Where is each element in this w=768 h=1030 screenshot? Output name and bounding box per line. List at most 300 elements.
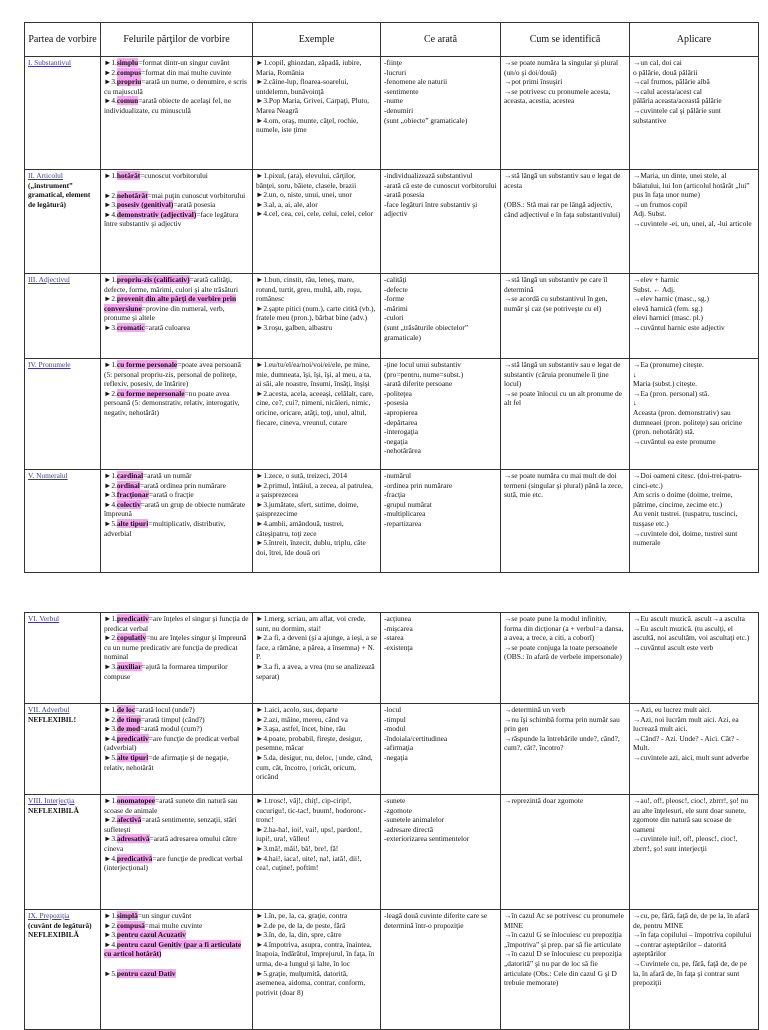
- apply-line: →cuvintele doi, doime, tustrei sunt numerale: [633, 528, 738, 548]
- examples-line: ►2.şapte pitici (num.), carte citită (vb.), fratele meu (pron.), bărbat bine (adv.): [256, 303, 376, 323]
- shows-line: -arată că este de cunoscut vorbitorului: [384, 180, 497, 190]
- examples-line: ►1.copil, ghiozdan, zăpadă, iubire, Maria, România: [256, 58, 362, 77]
- types-line: ►3.propriu=arată un nume, o denumire, e scris cu majusculă: [104, 77, 247, 96]
- identify-line: →în cazul D se înlocuiesc cu prepoziţia „datorită” şi nu par de loc să fie articulate (Obs.: Cele din cazul G şi D trebuie memorate): [504, 949, 622, 988]
- type-name-highlight: auxiliar: [116, 661, 142, 671]
- identify-line: →stă lângă un substantiv sau e legat de acesta: [504, 171, 621, 190]
- apply-line: o pălărie, două pălării: [633, 67, 698, 77]
- examples-line: ►5.întreit, înzecit, dublu, triplu, câte doi, îtrei, îde două ori: [256, 538, 366, 557]
- shows-line: -denumiri: [384, 105, 414, 115]
- shows-cell: [381, 704, 501, 795]
- type-name-highlight: cu forme personale: [116, 360, 178, 369]
- header-apply: Aplicare: [630, 23, 759, 57]
- shows-line: -mişcarea: [384, 623, 413, 633]
- apply-line: Au venit tustrei. (tuspatru, tuscinci, tusşase etc.): [633, 509, 738, 528]
- apply-line: →elev harnic (masc., sg.): [633, 294, 709, 304]
- types-cell: [101, 910, 253, 1030]
- type-name-highlight: fracţionar: [116, 490, 149, 500]
- part-of-speech-cell: [25, 170, 101, 274]
- apply-line: →cal frumos, pălărie albă: [633, 77, 710, 87]
- part-of-speech-label: V. Numeralul: [28, 471, 68, 480]
- types-line: ►1.simplă=un singur cuvânt: [104, 911, 192, 920]
- apply-line: →cuvintele -ei, un, unei, al, -lui articole: [633, 218, 752, 228]
- examples-line: ►5.graţie, mulţumită, datorită, asemenea, aidoma, contrar, conform, potrivit (doar 8): [256, 968, 366, 997]
- examples-cell: [253, 470, 381, 573]
- table-1-body: [25, 57, 759, 573]
- identify-line: →se potrivesc cu pronumele acesta, aceasta, acestia, acestea: [504, 86, 611, 106]
- types-line: ►3.auxiliar=ajută la formarea timpurilor compuse: [104, 661, 228, 681]
- parts-of-speech-table-1: [24, 22, 759, 573]
- header-types: Felurile părţilor de vorbire: [101, 23, 253, 57]
- shows-line: -fiinţe: [384, 58, 403, 67]
- apply-line: →au!, of!, pleosc!, cioc!, zbrrr!, şo! nu au alte înţelesuri, ele sunt doar sunete, zgomote din natură sau scoase de oameni: [633, 796, 749, 834]
- examples-line: ►2.acesta, acela, aceeaşi, celălalt, care, cine, ce?, cui?, nimeni, nicăieri, nimic, oricine, oricare, atâţi, toţi, unul, altul, fiecare, cineva, vreunul, cutare: [256, 388, 374, 427]
- table-row: [25, 470, 759, 573]
- types-line: ►2.copulativ=nu are înţeles singur şi împreună cu un nume predicativ are funcţia de predicat nominal: [104, 633, 247, 662]
- identify-cell: [501, 170, 630, 274]
- examples-line: ►1.trosc!, văj!, chiţ!, cip-cirip!, cucurigu!, tic-tac!, buum!, hodoronc-tronc!: [256, 796, 366, 825]
- shows-line: -apropierea: [384, 407, 418, 417]
- shows-line: -lucruri: [384, 67, 407, 77]
- shows-cell: [381, 274, 501, 359]
- apply-line: →Când? - Azi. Unde? - Aici. Cât? - Mult.: [633, 733, 739, 753]
- shows-line: -ţine locul unui substantiv (pro=pentru, nume=subst.): [384, 360, 464, 379]
- examples-line: ►4.poate, probabil, fireşte, desigur, pesemne, măcar: [256, 733, 363, 753]
- shows-line: -culori: [384, 313, 404, 323]
- examples-cell: [253, 910, 381, 1030]
- table-2-body: [25, 613, 759, 1030]
- examples-line: ►3.în, de, la, din, spre, către: [256, 930, 342, 940]
- shows-line: -nume: [384, 96, 403, 106]
- examples-line: ►3.roşu, galben, albastru: [256, 322, 333, 332]
- shows-line: -sentimente: [384, 86, 419, 96]
- types-line: ►2.compus=format din mai multe cuvinte: [104, 67, 232, 77]
- apply-line: →Doi oameni citesc. (doi-trei-patru-cinci-etc.): [633, 471, 742, 490]
- types-line: ►1.cardinal=arată un număr: [104, 471, 192, 480]
- table-row: [25, 795, 759, 910]
- apply-line: →cuvintele iui!, of!, pleosc!, cioc!, zbrrr!, şo! sunt interjecţii: [633, 834, 738, 853]
- apply-cell: [630, 57, 759, 170]
- type-name-highlight: nehotărât: [116, 190, 148, 200]
- shows-line: -fracţia: [384, 490, 406, 500]
- type-name-highlight: adresativă: [116, 834, 150, 844]
- apply-cell: [630, 470, 759, 573]
- shows-cell: [381, 57, 501, 170]
- examples-cell: [253, 274, 381, 359]
- types-line: ►5.pentru cazul Dativ: [104, 968, 176, 978]
- apply-cell: [630, 795, 759, 910]
- apply-line: →Ea (pronume) citeşte.: [633, 360, 704, 369]
- part-of-speech-note: (cuvânt de legătură) NEFLEXIBILĂ: [28, 920, 92, 940]
- types-line: ►2.ordinal=arată ordinea prin numărare: [104, 480, 226, 490]
- spacer: [104, 181, 249, 191]
- shows-line: -numărul: [384, 471, 412, 480]
- types-line: ►4.colectiv=arată un grup de obiecte numărate împreună: [104, 499, 246, 519]
- shows-line: -repartizarea: [384, 518, 422, 528]
- shows-line: -starea: [384, 633, 404, 643]
- part-of-speech-cell: [25, 910, 101, 1030]
- part-of-speech-label: VII. Adverbul: [28, 705, 70, 714]
- type-name-highlight: alte tipuri: [116, 752, 149, 762]
- examples-line: ►2.ha-ha!, ioi!, vai!, ups!, pardon!, iupi!, ura!, vălleu!: [256, 824, 362, 844]
- examples-line: ►3.mă!, măi!, bă!, bre!, fă!: [256, 843, 339, 853]
- shows-line: (sunt „obiecte” gramaticale): [384, 115, 468, 125]
- type-name-highlight: cromatic: [116, 322, 145, 332]
- identify-line: (OBS.: Stă mai rar pe lângă adjectiv, când adjectivul e în faţa substantivului): [504, 200, 621, 219]
- table-row: [25, 910, 759, 1030]
- part-of-speech-cell: [25, 704, 101, 795]
- identify-line: →pot primi însuşiri: [504, 77, 563, 87]
- examples-line: ►4.hai!, iaca!, uite!, na!, iată!, dii!, cea!, cuţine!, poftim!: [256, 853, 362, 873]
- apply-line: Adj. Subst.: [633, 209, 667, 219]
- types-cell: [101, 359, 253, 470]
- examples-line: ►5.da, desigur, nu, deloc, | unde, când, cum, cât, încotro, | oricât, oricum, oricând: [256, 752, 373, 782]
- examples-line: ►2.de pe, de la, de peste, fără: [256, 920, 346, 930]
- type-name-highlight: afectivă: [116, 815, 142, 825]
- examples-line: ►1.bun, cinstit, rău, leneş, mare, rotund, turtit, greu, multă, alb, roşu, românesc: [256, 275, 362, 304]
- examples-line: ►1.aici, acolo, sus, departe: [256, 705, 338, 714]
- examples-line: ►2.a fi, a deveni (şi a ajunge, a ieşi, a se face, a rămâne, a părea, a însemna) + N. P.: [256, 633, 378, 662]
- identify-cell: [501, 470, 630, 573]
- apply-line: pălăria aceasta/această pălărie: [633, 96, 722, 106]
- identify-line: →determină un verb: [504, 705, 566, 714]
- shows-line: -depărtarea: [384, 417, 418, 427]
- type-name-highlight: de timp: [116, 714, 141, 724]
- shows-line: -mărimi: [384, 303, 408, 313]
- types-cell: [101, 470, 253, 573]
- type-name-highlight: predicativă: [116, 853, 153, 863]
- types-line: ►2.compusă=mai multe cuvinte: [104, 920, 203, 930]
- types-cell: [101, 170, 253, 274]
- identify-cell: [501, 704, 630, 795]
- apply-line: →Eu ascult muzică. ascult→a asculta: [633, 614, 745, 623]
- part-of-speech-note: („instrument” gramatical, element de legătură): [28, 180, 91, 209]
- shows-line: -grupul numărat: [384, 499, 432, 509]
- examples-line: ►1.în, pe, la, ca, graţie, contra: [256, 911, 348, 920]
- header-shows: Ce arată: [381, 23, 501, 57]
- table-row: [25, 359, 759, 470]
- type-name-highlight: comun: [116, 96, 139, 106]
- apply-line: →Maria, un dinte, unei stele, al băiatului, lui Ion (articolul hotărât „lui” pus în faţa unor nume): [633, 171, 750, 200]
- shows-line: -politeţea: [384, 388, 412, 398]
- shows-line: -nehotărârea: [384, 446, 421, 456]
- examples-line: ►2.un, o, niste, unui, unei, unor: [256, 190, 352, 200]
- shows-line: -interogaţia: [384, 427, 419, 437]
- examples-line: ►1.zece, o sută, treizeci, 2014: [256, 471, 348, 480]
- identify-line: →se acordă cu substantivul în gen, număr şi caz (se potriveşte cu el): [504, 294, 608, 313]
- type-name-highlight: posesiv (genitival): [116, 200, 174, 210]
- apply-line: elevi harnici (masc. pl.): [633, 313, 703, 323]
- examples-line: ►4.împotriva, asupra, contra, înaintea, înapoia, îndărătul, împrejurul, în faţa, în urma, de-a lungul şi lalte, în loc: [256, 939, 375, 968]
- shows-cell: [381, 795, 501, 910]
- apply-line: ↓: [633, 398, 637, 408]
- types-cell: [101, 274, 253, 359]
- identify-line: →se poate înlocui cu un alt pronume de alt fel: [504, 388, 623, 408]
- identify-line: →în cazul Ac se potrivesc cu pronumele MINE: [504, 911, 624, 930]
- examples-line: ►2.azi, mâine, mereu, când va: [256, 714, 348, 724]
- types-line: ►5.alte tipuri=de afirmaţie şi de negaţie, relativ, nehotărât: [104, 752, 229, 772]
- apply-line: Aceasta (pron. demonstrativ) sau dumneaei (pron. politeţe) sau oricine (pron. nehotărât) stă.: [633, 407, 742, 437]
- shows-line: -negaţia: [384, 752, 408, 762]
- types-line: ►2.de timp=arată timpul (când?): [104, 714, 205, 724]
- types-line: ►1.simplu=format dintr-un singur cuvânt: [104, 58, 230, 67]
- shows-line: -forme: [384, 294, 405, 304]
- types-line: ►2.nehotărât=mai puţin cunoscut vorbitorului: [104, 190, 246, 200]
- apply-line: ↓: [633, 369, 637, 379]
- type-name-highlight: colectiv: [116, 499, 141, 509]
- apply-cell: [630, 274, 759, 359]
- shows-line: -defecte: [384, 284, 408, 294]
- shows-line: -modul: [384, 724, 406, 734]
- apply-line: Maria (subst.) citeşte.: [633, 379, 698, 389]
- types-line: ►4.predicativ=are funcţie de predicat verbal (adverbial): [104, 733, 240, 753]
- table-row: [25, 57, 759, 170]
- apply-line: →cuvintele azi, aici, mult sunt adverbe: [633, 752, 749, 762]
- types-line: ►1.predicativ=are înţeles el singur şi funcţia de predicat verbal: [104, 614, 249, 633]
- shows-line: -calităţi: [384, 275, 407, 284]
- types-cell: [101, 704, 253, 795]
- spacer: [504, 190, 626, 200]
- type-name-highlight: onomatopee: [116, 796, 156, 805]
- identify-line: →răspunde la întrebările unde?, când?, cum?, cât?, încotro?: [504, 733, 620, 753]
- types-line: ►1.cu forme personale=poate avea persoană (5: personal propriu-zis, personal de politeţe, reflexiv, posesiv, de întărire): [104, 360, 241, 389]
- apply-line: →contrar aşteptărilor – datorită aşteptărilor: [633, 939, 727, 959]
- identify-line: →stă lângă un substantiv sau e legat de substantiv (căruia pronumele îi ţine locul): [504, 360, 621, 389]
- examples-cell: [253, 359, 381, 470]
- apply-line: →Eu ascult muzică. (tu asculţi, el ascultă, noi ascultăm, voi ascultaţi etc.): [633, 623, 750, 643]
- identify-cell: [501, 910, 630, 1030]
- spacer: [104, 959, 249, 969]
- shows-line: (sunt „trăsăturile obiectelor” gramaticale): [384, 322, 469, 342]
- shows-line: -arată posesia: [384, 190, 425, 200]
- examples-line: ►3.al, a, ai, ale, alor: [256, 199, 318, 209]
- type-name-highlight: copulativ: [116, 633, 147, 643]
- table-row: [25, 170, 759, 274]
- apply-line: →în faţa copilului – împotriva copilului: [633, 930, 752, 940]
- shows-line: -multiplicarea: [384, 509, 426, 519]
- apply-cell: [630, 910, 759, 1030]
- examples-line: ►1.eu/tu/el/ea/noi/voi/ei/ele, pe mine, mie, dumneata, îşi, îşi, îşi, al meu, a ta, ai săi, ale noastre, însumi, însăţi, înşişi: [256, 360, 372, 389]
- part-of-speech-note: NEFLEXIBILĂ: [28, 805, 79, 815]
- apply-cell: [630, 613, 759, 704]
- header-part: Partea de vorbire: [25, 23, 101, 57]
- apply-line: elevă harnică (fem. sg.): [633, 303, 703, 313]
- type-name-highlight: de loc: [116, 705, 136, 714]
- part-of-speech-label: VIII. Interjecţia: [28, 796, 75, 805]
- examples-line: ►1.merg, scriau, am aflat, voi crede, sunt, nu dormim, stai!: [256, 614, 366, 633]
- apply-line: →cuvântul harnic este adjectiv: [633, 322, 725, 332]
- apply-line: →cuvintele cal şi pălărie sunt substantive: [633, 105, 721, 125]
- type-name-highlight: compus: [116, 67, 142, 77]
- shows-line: -sunetele animalelor: [384, 815, 445, 825]
- apply-line: →Cuvintele cu, pe, fără, faţă de, de pe la, în afară de, în faţa şi contrar sunt prepoziţii: [633, 958, 747, 988]
- shows-line: -leagă două cuvinte diferite care se determină într-o propoziţie: [384, 911, 488, 930]
- type-name-highlight: pentru cazul Dativ: [116, 968, 176, 978]
- identify-cell: [501, 795, 630, 910]
- type-name-highlight: de mod: [116, 724, 141, 734]
- shows-line: -posesia: [384, 398, 409, 408]
- apply-cell: [630, 704, 759, 795]
- apply-line: →Azi, eu lucrez mult aici.: [633, 705, 712, 714]
- identify-cell: [501, 613, 630, 704]
- types-line: ►2.cu forme nepersonale=nu poate avea persoană (5: demonstrativ, relativ, interogativ, negativ, nehotărât): [104, 388, 240, 417]
- types-line: ►4.demonstrativ (adjectival)=face legătura între substantiv şi adjectiv: [104, 209, 239, 229]
- shows-line: -exteriorizarea sentimentelor: [384, 834, 470, 844]
- examples-line: ►4.om, oraş, munte, câţel, rochie, numele, iste ţime: [256, 115, 359, 135]
- type-name-highlight: cu forme nepersonale: [116, 388, 185, 398]
- examples-line: ►4.cel, cea, cei, cele, celui, celei, celor: [256, 209, 374, 219]
- shows-cell: [381, 470, 501, 573]
- apply-line: →un frumos copil: [633, 199, 688, 209]
- types-line: ►4.predicativă=are funcţie de predicat verbal (interjecţional): [104, 853, 243, 873]
- examples-line: ►3.a fi, a avea, a vrea (nu se analizează separat): [256, 661, 375, 681]
- identify-cell: [501, 359, 630, 470]
- identify-cell: [501, 274, 630, 359]
- identify-line: →se poate conjuga la toate persoanele (OBS.: în afară de verbele impersonale): [504, 642, 622, 662]
- type-name-highlight: cardinal: [116, 471, 144, 480]
- shows-cell: [381, 359, 501, 470]
- shows-cell: [381, 910, 501, 1030]
- part-of-speech-cell: [25, 359, 101, 470]
- type-name-highlight: pentru cazul Genitiv (par a fi articulate cu articol hotărât): [104, 939, 242, 959]
- type-name-highlight: simplu: [116, 58, 139, 67]
- apply-line: →calul acesta/acest cal: [633, 86, 702, 96]
- shows-line: -face legături între substantiv şi adjectiv: [384, 199, 478, 219]
- parts-of-speech-table-2: [24, 612, 759, 1030]
- type-name-highlight: pentru cazul Acuzativ: [116, 930, 186, 940]
- identify-line: →se poate număra la singular şi plural (un/o şi doi/două): [504, 58, 619, 77]
- apply-line: →Azi, noi lucrăm mult aici. Azi, ea lucrează mult aici.: [633, 714, 739, 734]
- part-of-speech-label: II. Articolul: [28, 171, 63, 180]
- examples-cell: [253, 795, 381, 910]
- shows-line: -existenţa: [384, 642, 413, 652]
- type-name-highlight: hotărât: [116, 171, 141, 180]
- shows-line: -adresare directă: [384, 824, 434, 834]
- apply-cell: [630, 359, 759, 470]
- type-name-highlight: compusă: [116, 920, 145, 930]
- types-line: ►5.alte tipuri=multiplicativ, distributiv, adverbial: [104, 518, 226, 538]
- shows-line: -acţiunea: [384, 614, 412, 623]
- examples-line: ►3.jumătate, sfert, sutime, doime, şaisprezecime: [256, 499, 359, 519]
- type-name-highlight: predicativ: [116, 733, 149, 743]
- identify-line: →nu îşi schimbă forma prin număr sau prin gen: [504, 714, 620, 734]
- types-line: ►1.propriu-zis (calificativ)=arată calităţi, defecte, forme, mărimi, culori şi alte trăsături: [104, 275, 239, 294]
- types-line: ►2.provenit din alte părţi de vorbire prin conversiune=provine din numeral, verb, pronume şi altele: [104, 294, 237, 323]
- table-row: [25, 704, 759, 795]
- types-line: ►3.fracţionar=arată o fracţie: [104, 490, 194, 500]
- part-of-speech-label: IV. Pronumele: [28, 360, 71, 369]
- types-line: ►2.afectivă=arată sentimente, senzaţii, stări sufleteşti: [104, 815, 237, 834]
- apply-line: →un cal, doi cai: [633, 58, 682, 67]
- examples-line: ►2.câine-lup, floarea-soarelui, untdelemn, bunăvoinţă: [256, 77, 349, 96]
- type-name-highlight: propriu: [116, 77, 142, 87]
- header-examples: Exemple: [253, 23, 381, 57]
- part-of-speech-note: NEFLEXIBIL!: [28, 714, 77, 724]
- table-row: [25, 613, 759, 704]
- part-of-speech-cell: [25, 795, 101, 910]
- shows-line: -ordinea prin numărare: [384, 480, 453, 490]
- type-name-highlight: alte tipuri: [116, 518, 149, 528]
- types-cell: [101, 57, 253, 170]
- part-of-speech-cell: [25, 274, 101, 359]
- apply-cell: [630, 170, 759, 274]
- examples-line: ►3.aşa, astfel, încet, bine, rău: [256, 724, 346, 734]
- shows-cell: [381, 613, 501, 704]
- examples-line: ►2.primul, întâiul, a zecea, al patrulea, a şaisprezecea: [256, 480, 373, 500]
- apply-line: Subst. ← Adj.: [633, 284, 675, 294]
- examples-line: ►3.Pop Maria, Grivei, Carpaţi, Pluto, Marea Neagră: [256, 96, 370, 115]
- shows-line: -îndoiala/certitudinea: [384, 733, 448, 743]
- header-row: [25, 23, 759, 57]
- apply-line: →cuvântul ea este pronume: [633, 436, 716, 446]
- examples-cell: [253, 613, 381, 704]
- types-cell: [101, 795, 253, 910]
- shows-line: -individualizează substantivul: [384, 171, 473, 180]
- examples-line: ►1.pixul, (ara), elevului, cărţilor, bănţei, soru, băiete, clasele, brazii: [256, 171, 357, 190]
- types-line: ►4.comun=arată obiecte de acelaşi fel, ne individualizate, cu minusculă: [104, 96, 232, 115]
- shows-line: -afirmaţia: [384, 743, 414, 753]
- identify-line: →se poate număra cu mai mult de doi termeni (singular şi plural) până la zece, sută, mie etc.: [504, 471, 623, 500]
- shows-line: -arată diferite persoane: [384, 379, 453, 389]
- types-line: ►1.hotărât=cunoscut vorbitorului: [104, 171, 208, 180]
- part-of-speech-cell: [25, 613, 101, 704]
- types-line: ►3.adresativă=arată adresarea omului către cineva: [104, 834, 237, 853]
- apply-line: →Ea (pron. personal) stă.: [633, 388, 710, 398]
- type-name-highlight: provenit din alte părţi de vorbire prin conversiune: [104, 294, 237, 313]
- type-name-highlight: simplă: [116, 911, 138, 920]
- types-line: ►3.cromatic=arată culoarea: [104, 322, 191, 332]
- examples-line: ►4.ambii, amândouă, tustrei, câteşipatru, toţi zece: [256, 518, 344, 538]
- types-cell: [101, 613, 253, 704]
- apply-line: Am scris o doime (doime, treime, pătrime, cincime, zecime etc.): [633, 490, 733, 509]
- type-name-highlight: propriu-zis (calificativ): [116, 275, 190, 284]
- types-line: ►4.pentru cazul Genitiv (par a fi articulate cu articol hotărât): [104, 939, 242, 959]
- part-of-speech-label: III. Adjectivul: [28, 275, 70, 284]
- identify-line: →se poate pune la modul infinitiv, forma din dicţionar (a + verbul=a dansa, a avea, a trece, a citi, a coborî): [504, 614, 624, 643]
- type-name-highlight: demonstrativ (adjectival): [116, 209, 197, 219]
- shows-line: -zgomote: [384, 805, 412, 815]
- types-line: ►3.pentru cazul Acuzativ: [104, 930, 186, 940]
- part-of-speech-cell: [25, 57, 101, 170]
- types-line: ►1.onomatopee=arată sunete din natură sau scoase de animale: [104, 796, 238, 815]
- shows-line: -fenomene ale naturii: [384, 77, 448, 87]
- identify-cell: [501, 57, 630, 170]
- table-row: [25, 274, 759, 359]
- apply-line: →elev + harnic: [633, 275, 680, 284]
- identify-line: →în cazul G se înlocuiesc cu prepoziţia „împotriva” şi prep. par să fie articulate: [504, 930, 622, 949]
- apply-line: →cuvântul ascult este verb: [633, 642, 714, 652]
- header-identify: Cum se identifică: [501, 23, 630, 57]
- part-of-speech-label: I. Substantivul: [28, 58, 72, 67]
- identify-line: →stă lângă un substantiv pe care îl determină: [504, 275, 608, 294]
- shows-line: -locul: [384, 705, 402, 714]
- examples-cell: [253, 704, 381, 795]
- shows-line: -timpul: [384, 714, 406, 724]
- part-of-speech-label: IX. Prepoziţia: [28, 911, 70, 920]
- types-line: ►3.de mod=arată modul (cum?): [104, 724, 203, 734]
- shows-cell: [381, 170, 501, 274]
- types-line: ►3.posesiv (genitival)=arată posesia: [104, 200, 216, 210]
- shows-line: -negaţia: [384, 436, 408, 446]
- identify-line: →reprezintă doar zgomote: [504, 796, 584, 805]
- shows-line: -sunete: [384, 796, 406, 805]
- types-line: ►1.de loc=arată locul (unde?): [104, 705, 195, 714]
- examples-cell: [253, 170, 381, 274]
- type-name-highlight: ordinal: [116, 480, 140, 490]
- examples-cell: [253, 57, 381, 170]
- apply-line: →cu, pe, fără, faţă de, de pe la, în afară de, pentru MINE: [633, 911, 750, 930]
- part-of-speech-cell: [25, 470, 101, 573]
